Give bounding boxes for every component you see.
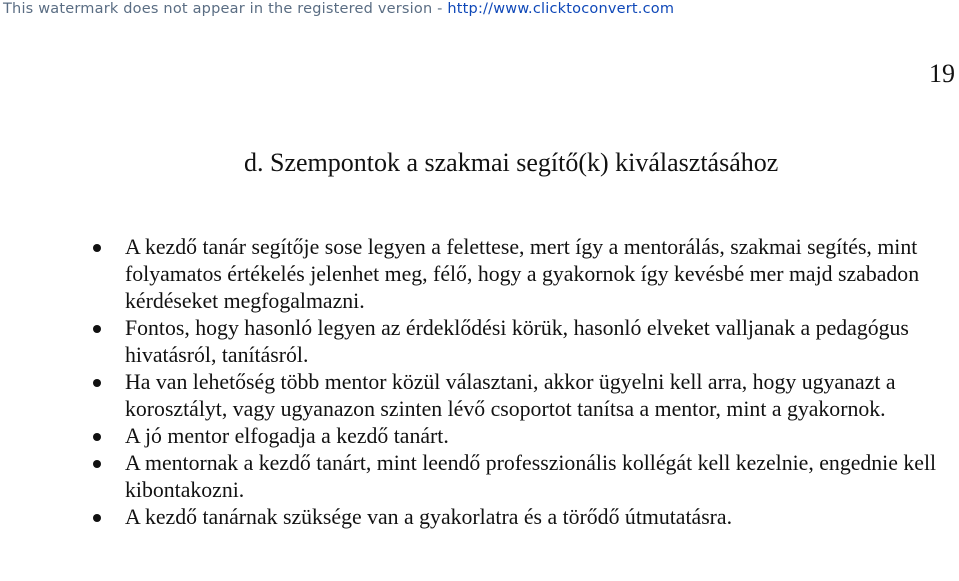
bullet-text: Ha van lehetőség több mentor közül választani, akkor ügyelni kell arra, hogy ugyanazt a korosztályt, vagy ugyanazon szinten lévő csoportot tanítsa a mentor, mint a gyakornok. [125, 370, 896, 421]
page-number: 19 [929, 59, 955, 88]
bullet-text: A kezdő tanárnak szüksége van a gyakorlatra és a törődő útmutatásra. [125, 505, 733, 529]
bullet-dot-icon [93, 325, 101, 333]
bullet-dot-icon [93, 514, 101, 522]
bullet-text: A kezdő tanár segítője sose legyen a felettese, mert így a mentorálás, szakmai segítés, mint folyamatos értékelés jelenhet meg, félő, hogy a gyakornok így kevésbé mer majd szabadon kérdéseket megfogalmazni. [125, 235, 920, 313]
watermark-link[interactable]: http://www.clicktoconvert.com [447, 1, 675, 17]
bullet-item [0, 423, 959, 450]
bullet-dot-icon [93, 460, 101, 468]
bullet-item [0, 504, 959, 531]
watermark-banner [3, 0, 674, 18]
watermark-text: This watermark does not appear in the registered version - [3, 1, 448, 17]
bullet-item [0, 315, 959, 369]
bullet-dot-icon [93, 244, 101, 252]
bullet-text: A jó mentor elfogadja a kezdő tanárt. [125, 424, 449, 448]
bullet-dot-icon [93, 379, 101, 387]
bullet-item [0, 450, 959, 504]
bullet-list [0, 234, 959, 531]
bullet-text: A mentornak a kezdő tanárt, mint leendő professzionális kollégát kell kezelnie, engednie kell kibontakozni. [125, 451, 937, 502]
bullet-item [0, 234, 959, 315]
bullet-text: Fontos, hogy hasonló legyen az érdeklődési körük, hasonló elveket valljanak a pedagógus hivatásról, tanításról. [125, 316, 909, 367]
bullet-item [0, 369, 959, 423]
section-heading: d. Szempontok a szakmai segítő(k) kiválasztásához [244, 148, 779, 177]
bullet-dot-icon [93, 433, 101, 441]
